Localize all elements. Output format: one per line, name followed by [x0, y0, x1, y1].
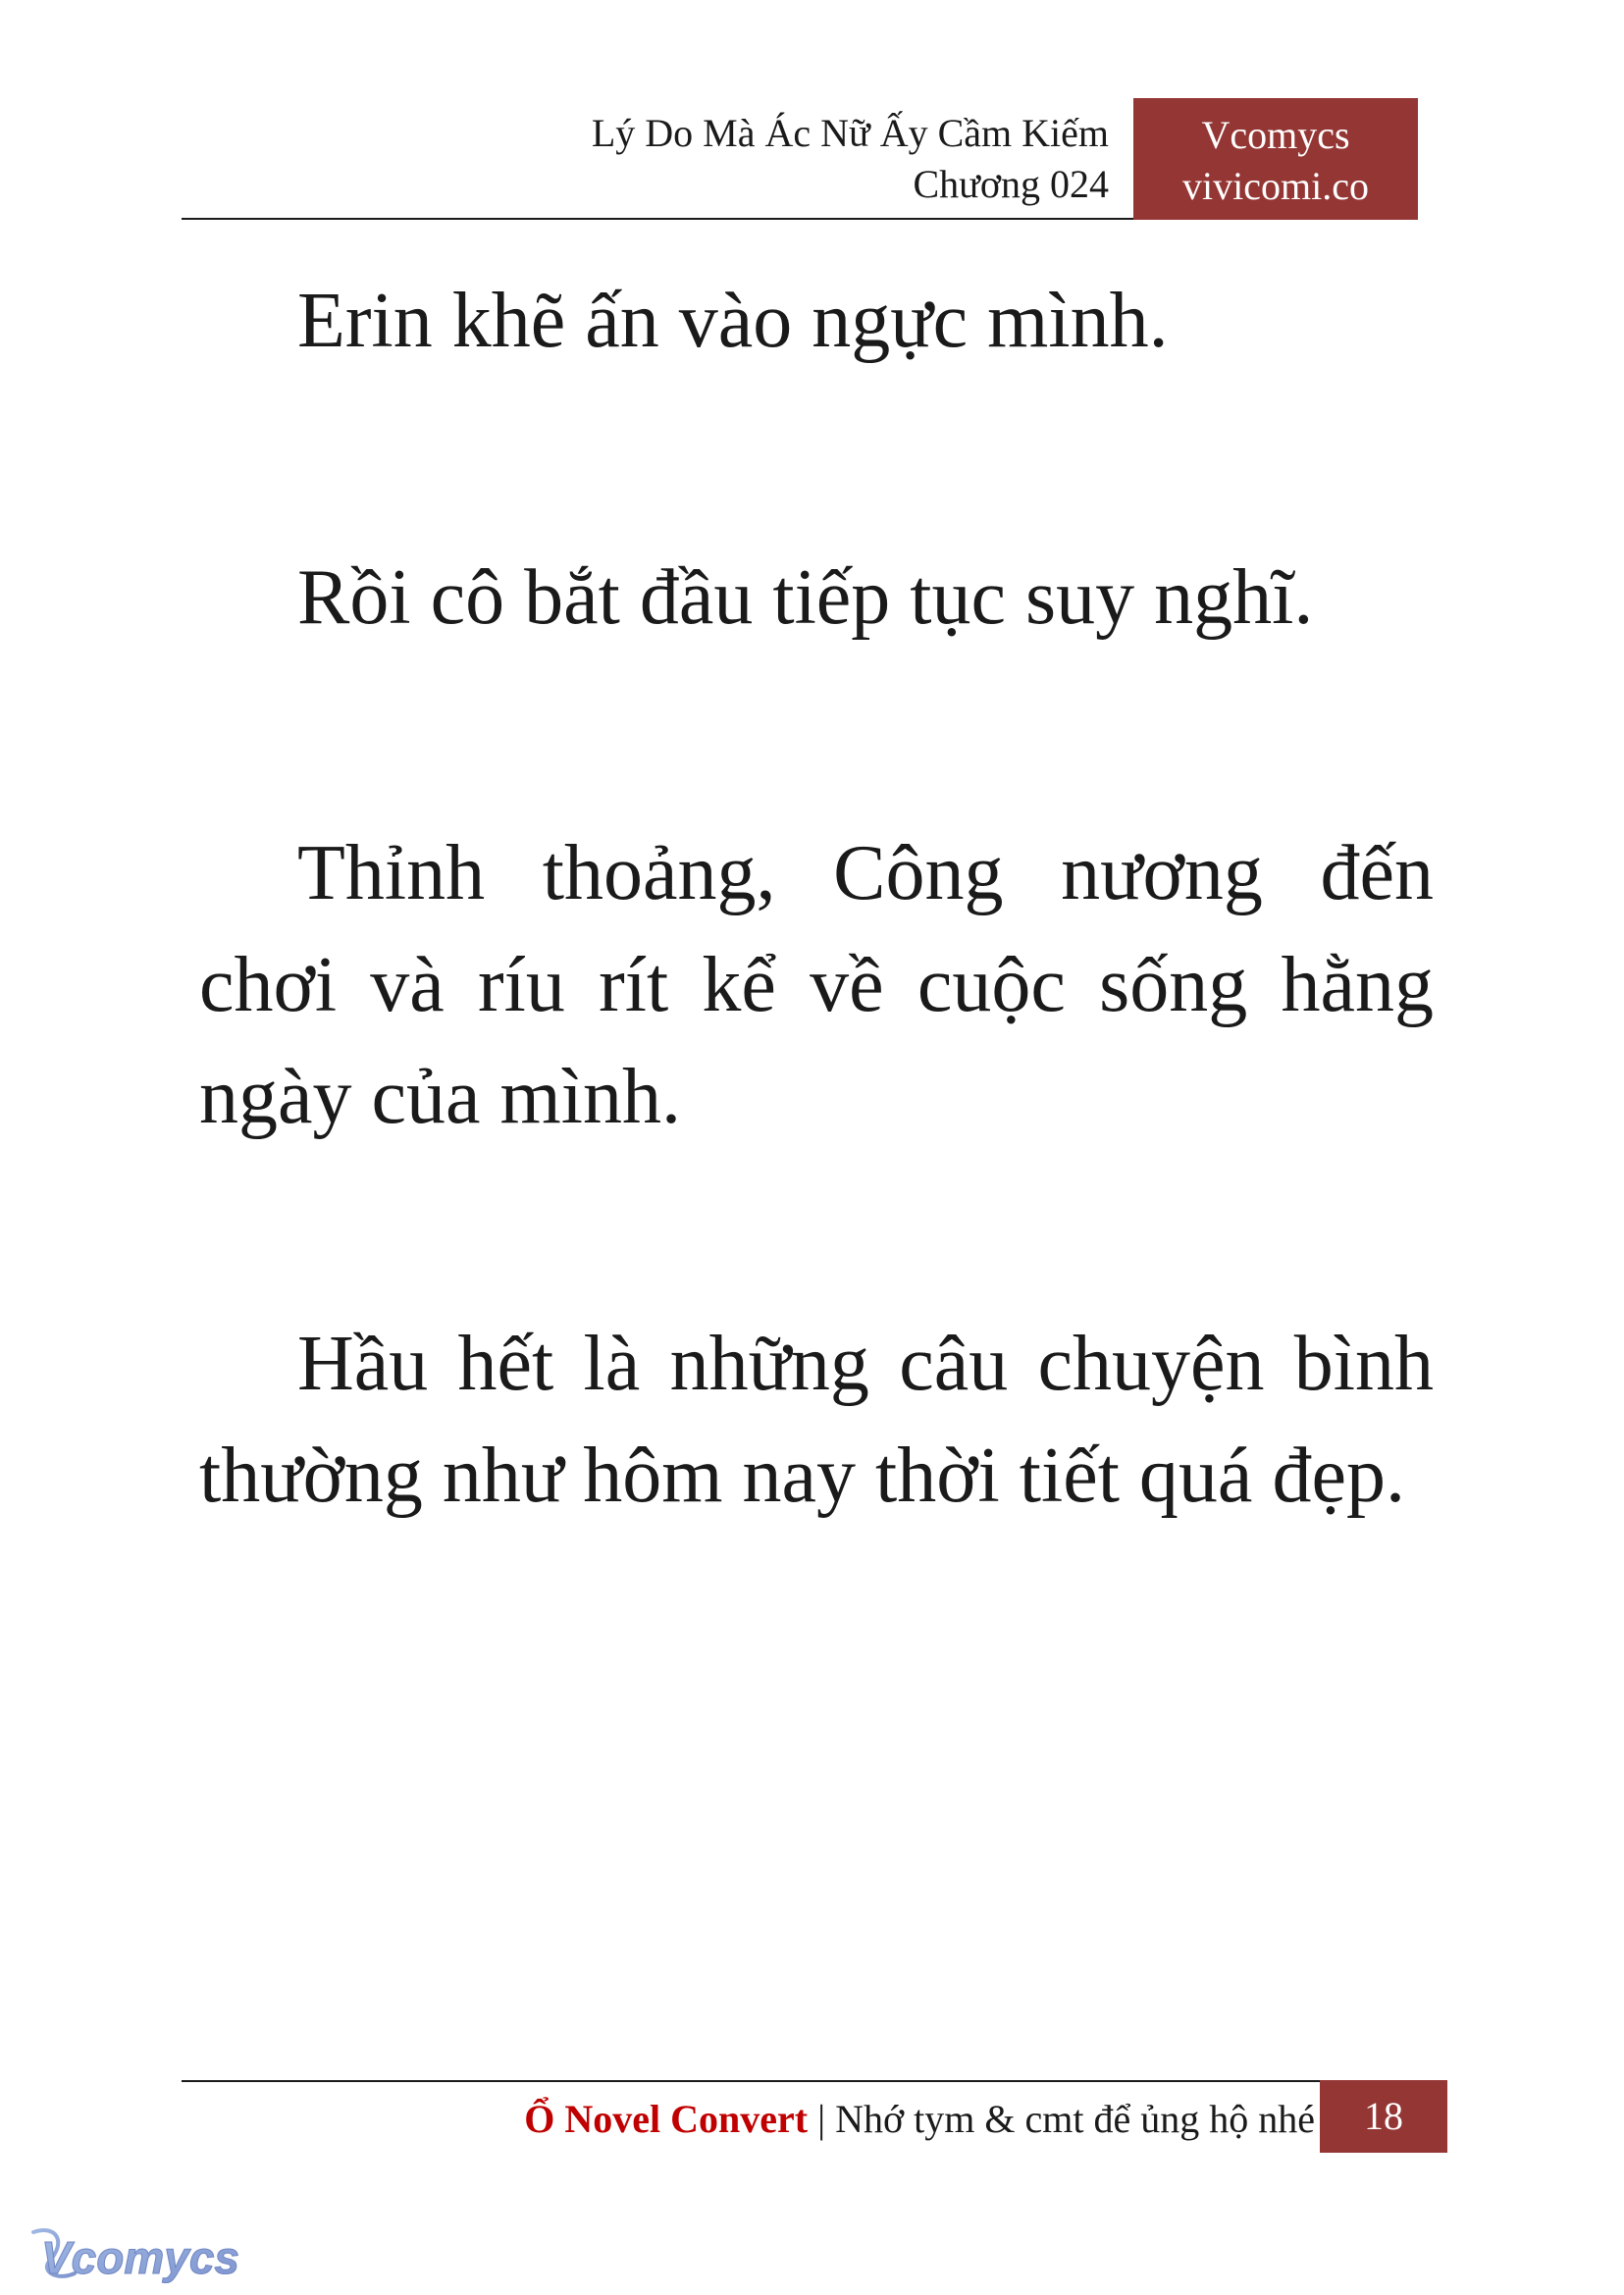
watermark-text: Vcomycs: [41, 2232, 240, 2283]
paragraph-2: Rồi cô bắt đầu tiếp tục suy nghĩ.: [297, 554, 1314, 641]
paragraph-1: Erin khẽ ấn vào ngực mình.: [297, 278, 1169, 364]
paragraph-4: Hầu hết là những câu chuyện bình thường như hôm nay thời tiết quá đẹp.: [199, 1321, 1434, 1519]
brand-name: Vcomycs: [1201, 113, 1350, 157]
header-text: [592, 108, 1109, 210]
footer-divider: [182, 2080, 1320, 2082]
page-footer: [182, 2080, 1452, 2159]
page-number: 18: [1320, 2080, 1447, 2153]
vcomycs-watermark-logo: [27, 2222, 253, 2293]
brand-site: vivicomi.co: [1182, 164, 1369, 208]
chapter-label: Chương 024: [913, 162, 1109, 206]
paragraph-3: Thỉnh thoảng, Công nương đến chơi và ríu rít kể về cuộc sống hằng ngày của mình.: [199, 830, 1434, 1140]
footer-separator: |: [817, 2097, 826, 2141]
brand-box: [1133, 98, 1418, 220]
book-title: Lý Do Mà Ác Nữ Ấy Cầm Kiếm: [591, 111, 1109, 155]
footer-message: Nhớ tym & cmt để ủng hộ nhé: [835, 2097, 1315, 2141]
footer-text: [524, 2094, 1315, 2145]
header-divider: [182, 218, 1133, 220]
page-header: [182, 98, 1418, 220]
footer-brand: Ổ Novel Convert: [524, 2097, 809, 2141]
